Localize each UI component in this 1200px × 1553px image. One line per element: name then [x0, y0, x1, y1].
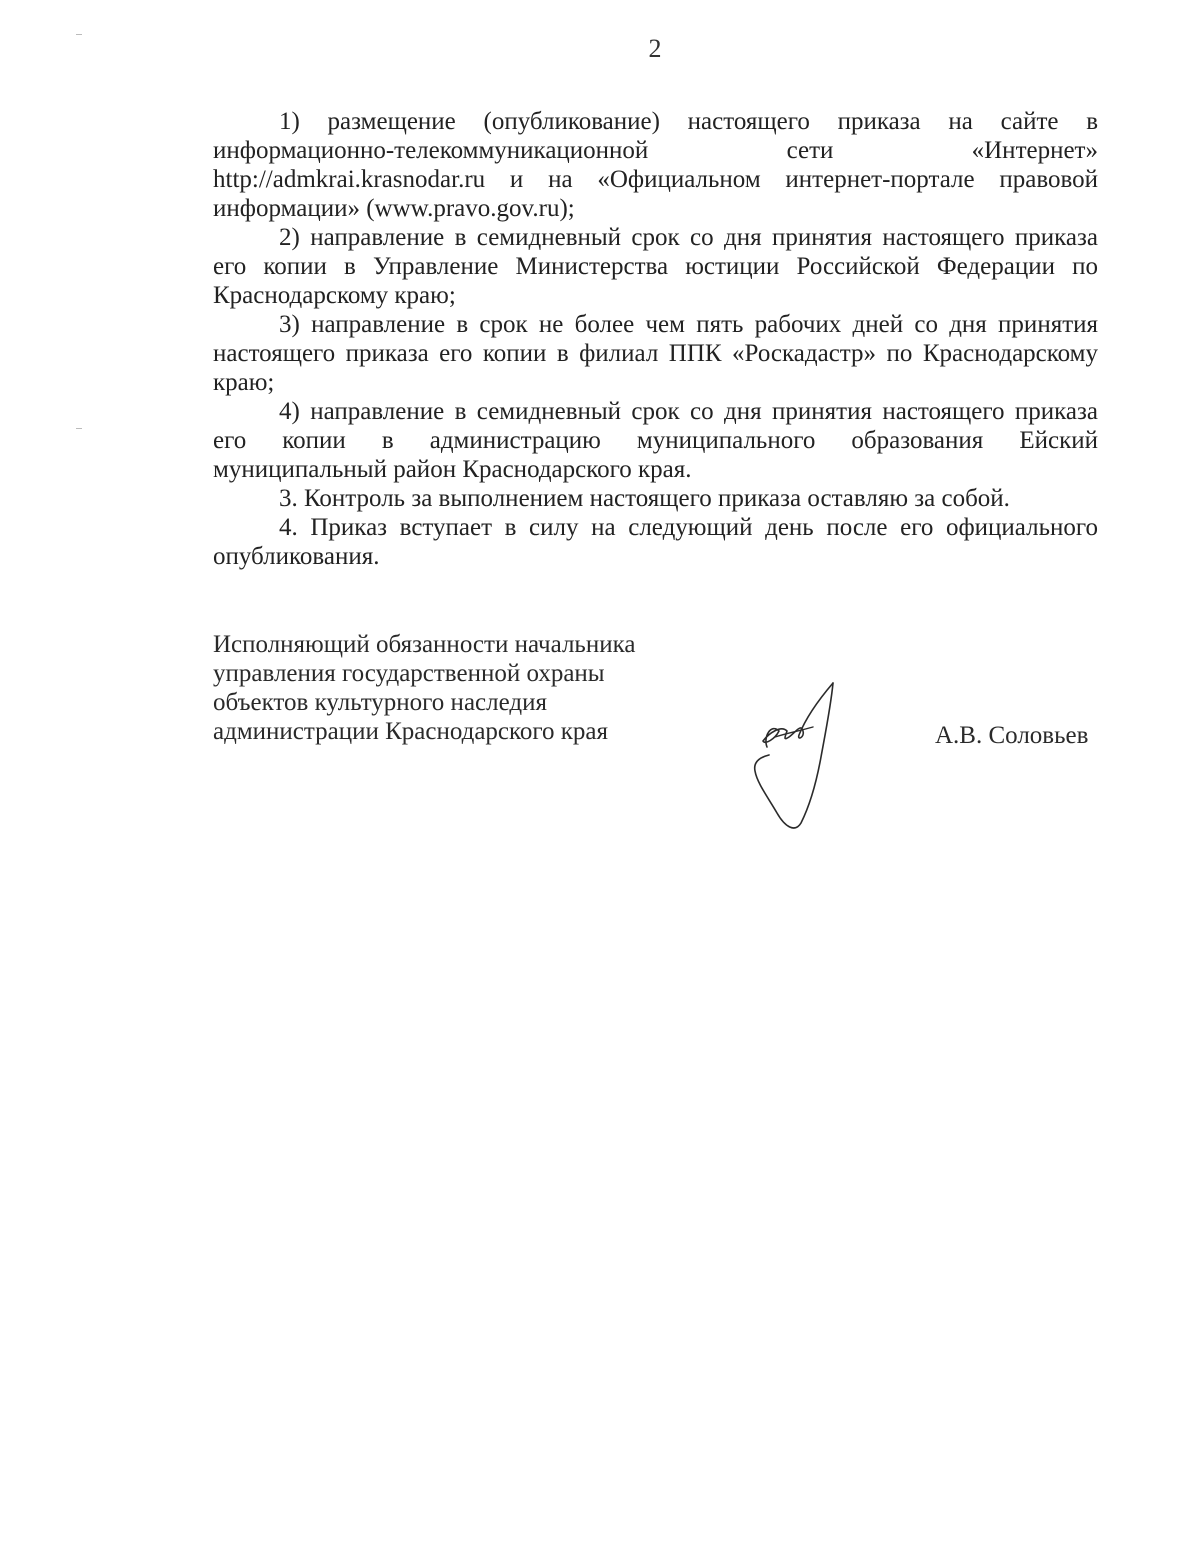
scan-artifact	[76, 428, 82, 429]
signatory-name: А.В. Соловьев	[935, 722, 1089, 749]
signatory-position-line: управления государственной охраны	[213, 660, 605, 687]
paragraph-item-2: 2) направление в семидневный срок со дня принятия настоящего приказа его копии в Управление Министерства юстиции Российской Федерации по Краснодарскому краю;	[213, 224, 1098, 309]
signatory-position-line: объектов культурного наследия	[213, 689, 547, 716]
paragraph-clause-3: 3. Контроль за выполнением настоящего приказа оставляю за собой.	[279, 485, 1010, 512]
page-number: 2	[648, 34, 662, 63]
document-body	[213, 107, 1098, 571]
paragraph-item-3: 3) направление в срок не более чем пять рабочих дней со дня принятия настоящего приказа его копии в филиал ППК «Роскадастр» по Краснодарскому краю;	[213, 311, 1098, 396]
paragraph-item-4: 4) направление в семидневный срок со дня принятия настоящего приказа его копии в администрацию муниципального образования Ейский муниципальный район Краснодарского края.	[213, 398, 1098, 483]
handwritten-signature	[735, 675, 855, 835]
paragraph-item-1: 1) размещение (опубликование) настоящего приказа на сайте в информационно-телекоммуникационной сети «Интернет» http://admkrai.krasnodar.ru и на «Официальном интернет-портале правовой информации» (www.pravo.gov.ru);	[213, 108, 1098, 222]
signatory-position-line: администрации Краснодарского края	[213, 718, 609, 745]
paragraph-clause-4: 4. Приказ вступает в силу на следующий день после его официального опубликования.	[213, 514, 1098, 570]
signatory-position-line: Исполняющий обязанности начальника	[213, 631, 636, 658]
